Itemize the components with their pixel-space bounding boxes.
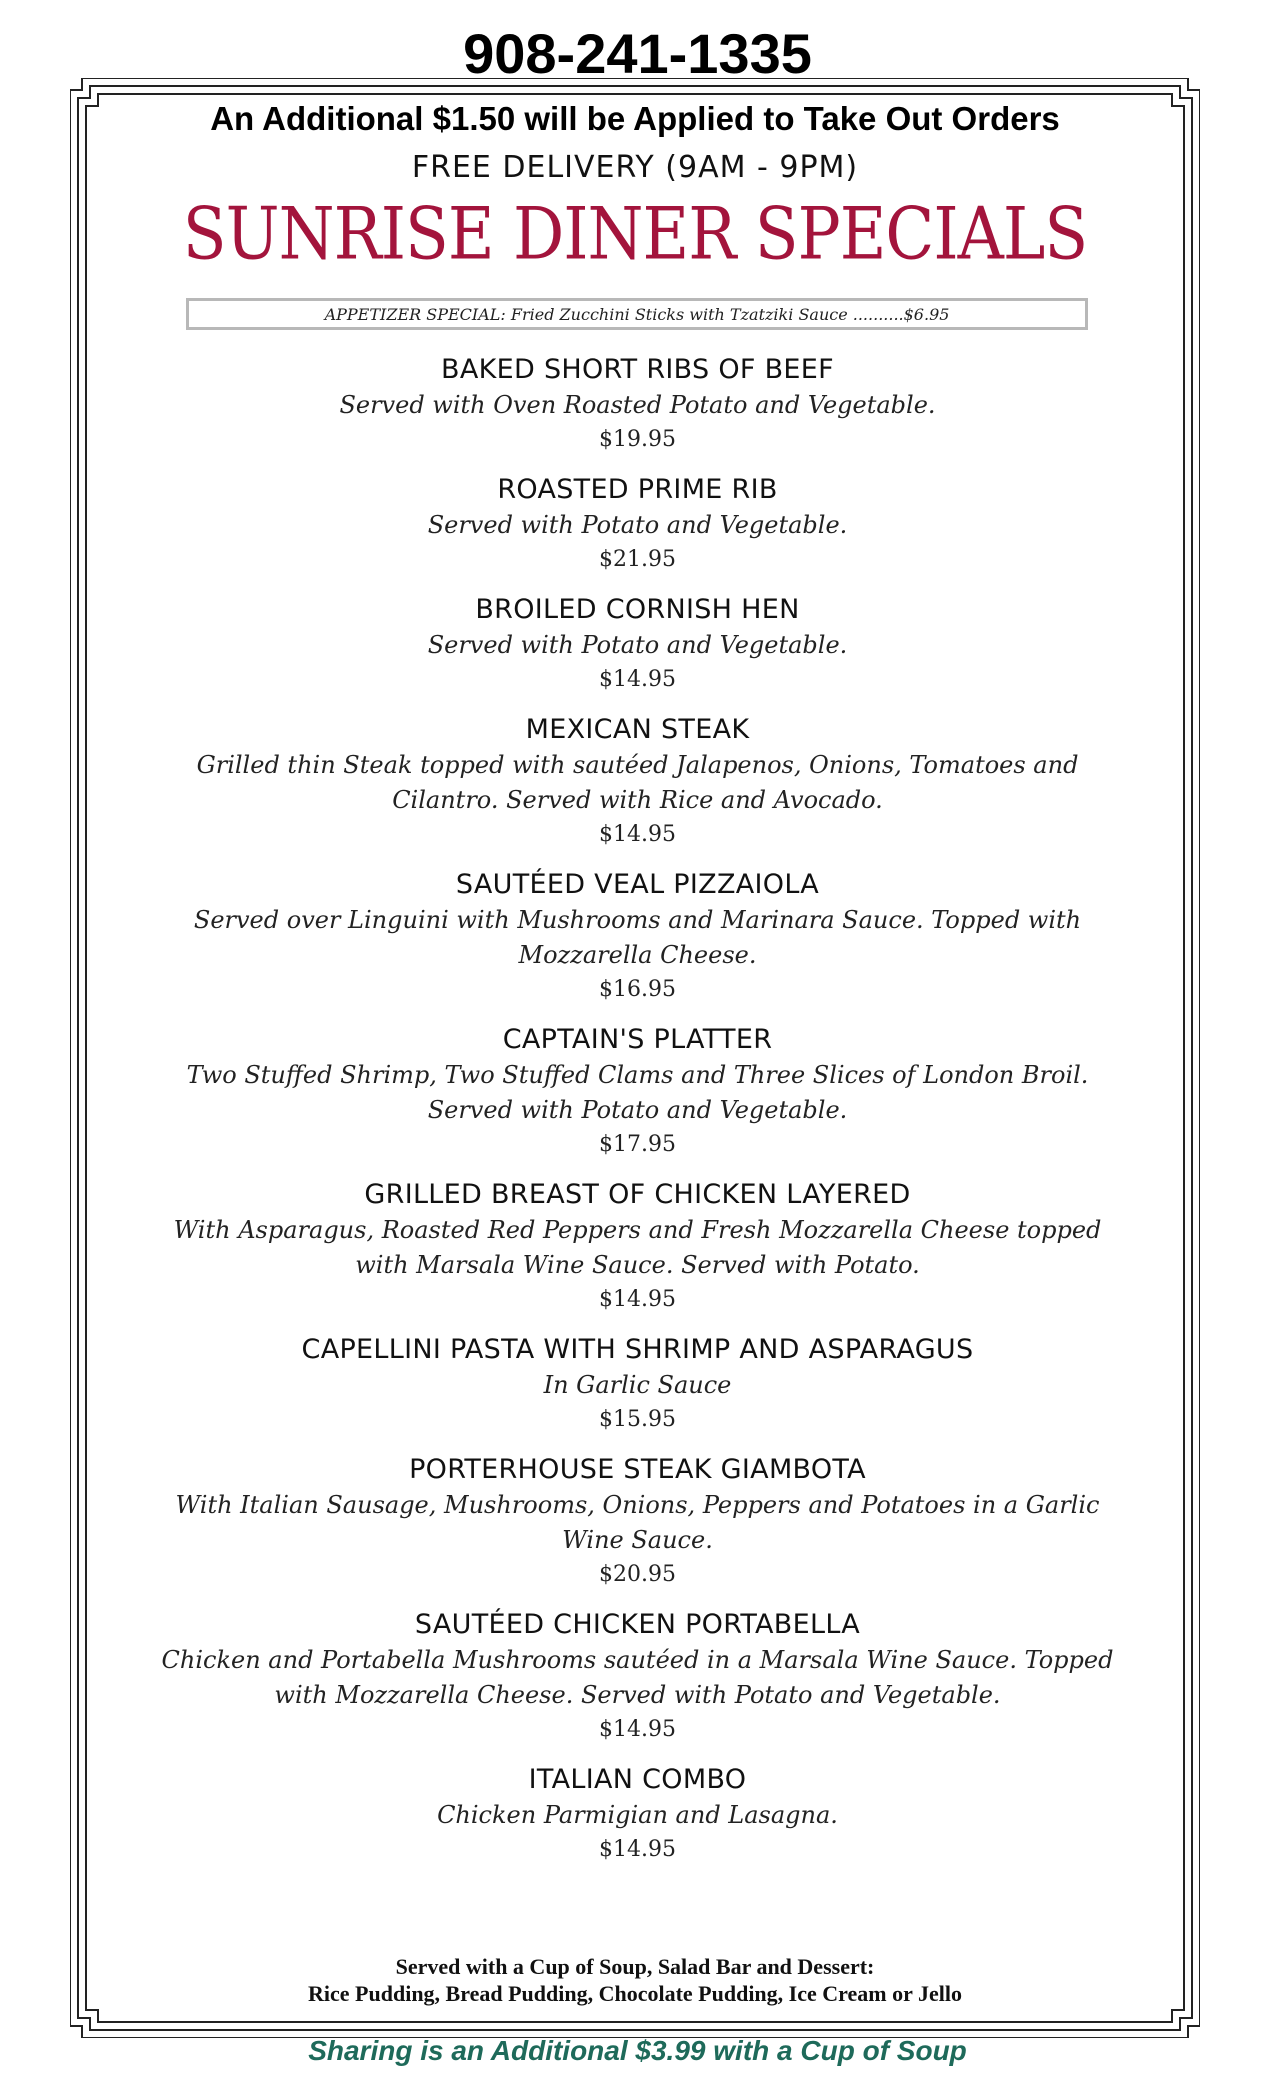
- menu-item-price: $14.95: [599, 1287, 676, 1312]
- sharing-notice: Sharing is an Additional $3.99 with a Cup of Soup: [308, 2035, 967, 2066]
- served-with-line-2: Rice Pudding, Bread Pudding, Chocolate Pudding, Ice Cream or Jello: [308, 1981, 962, 2006]
- takeout-notice: An Additional $1.50 will be Applied to Take Out Orders: [210, 100, 1060, 137]
- menu-list: [150, 352, 1125, 1882]
- menu-item-name: BROILED CORNISH HEN: [475, 594, 800, 625]
- menu-item-price: $14.95: [599, 1717, 676, 1742]
- menu-item-name: BAKED SHORT RIBS OF BEEF: [441, 354, 834, 385]
- menu-item: [150, 1177, 1125, 1316]
- menu-item-description: Served with Potato and Vegetable.: [427, 631, 848, 659]
- menu-item-price: $14.95: [599, 667, 676, 692]
- menu-item: [150, 1332, 1125, 1436]
- menu-item-price: $21.95: [599, 547, 676, 572]
- menu-item-description: Served with Potato and Vegetable.: [427, 511, 848, 539]
- menu-item-name: SAUTÉED VEAL PIZZAIOLA: [455, 869, 820, 900]
- menu-item-description: With Asparagus, Roasted Red Peppers and Fresh Mozzarella Cheese topped with Marsala Wine Sauce. Served with Potato.: [173, 1216, 1102, 1279]
- menu-item-price: $20.95: [599, 1562, 676, 1587]
- menu-item-name: CAPELLINI PASTA WITH SHRIMP AND ASPARAGUS: [301, 1334, 974, 1365]
- menu-item-price: $19.95: [599, 427, 676, 452]
- menu-item-name: CAPTAIN'S PLATTER: [502, 1024, 773, 1055]
- menu-item: [150, 472, 1125, 576]
- menu-item-name: MEXICAN STEAK: [525, 714, 750, 745]
- menu-item-description: Grilled thin Steak topped with sautéed Jalapenos, Onions, Tomatoes and Cilantro. Served with Rice and Avocado.: [196, 751, 1079, 814]
- menu-item: [150, 1607, 1125, 1746]
- menu-item: [150, 592, 1125, 696]
- menu-item-description: Served over Linguini with Mushrooms and Marinara Sauce. Topped with Mozzarella Cheese.: [193, 906, 1082, 969]
- menu-item: [150, 352, 1125, 456]
- menu-item-price: $14.95: [599, 1837, 676, 1862]
- menu-item: [150, 867, 1125, 1006]
- served-with-line-1: Served with a Cup of Soup, Salad Bar and Dessert:: [395, 1954, 875, 1979]
- menu-item-price: $15.95: [599, 1407, 676, 1432]
- menu-item-description: Two Stuffed Shrimp, Two Stuffed Clams and Three Slices of London Broil. Served with Potato and Vegetable.: [186, 1061, 1089, 1124]
- menu-item-description: Served with Oven Roasted Potato and Vegetable.: [339, 391, 936, 419]
- menu-item-description: Chicken and Portabella Mushrooms sautéed in a Marsala Wine Sauce. Topped with Mozzarella Cheese. Served with Potato and Vegetable.: [161, 1646, 1114, 1709]
- phone-number: 908-241-1335: [463, 22, 812, 85]
- menu-item-name: SAUTÉED CHICKEN PORTABELLA: [414, 1609, 861, 1640]
- menu-item-description: Chicken Parmigian and Lasagna.: [437, 1801, 838, 1829]
- menu-item-name: PORTERHOUSE STEAK GIAMBOTA: [409, 1454, 866, 1485]
- delivery-notice: FREE DELIVERY (9AM - 9PM): [411, 150, 859, 185]
- menu-item: [150, 712, 1125, 851]
- menu-item-price: $14.95: [599, 822, 676, 847]
- menu-item-description: In Garlic Sauce: [543, 1371, 732, 1399]
- menu-item-name: ITALIAN COMBO: [528, 1764, 747, 1795]
- menu-item-price: $16.95: [599, 977, 676, 1002]
- appetizer-special-box: APPETIZER SPECIAL: Fried Zucchini Sticks with Tzatziki Sauce ..........$6.95: [186, 298, 1088, 330]
- menu-item: [150, 1452, 1125, 1591]
- served-with-note: [90, 1953, 1180, 2007]
- menu-item: [150, 1762, 1125, 1866]
- menu-item-name: ROASTED PRIME RIB: [497, 474, 778, 505]
- menu-item-description: With Italian Sausage, Mushrooms, Onions, Peppers and Potatoes in a Garlic Wine Sauce.: [175, 1491, 1100, 1554]
- page-title: SUNRISE DINER SPECIALS: [182, 193, 1088, 277]
- menu-item-price: $17.95: [599, 1132, 676, 1157]
- menu-item-name: GRILLED BREAST OF CHICKEN LAYERED: [364, 1179, 911, 1210]
- menu-item: [150, 1022, 1125, 1161]
